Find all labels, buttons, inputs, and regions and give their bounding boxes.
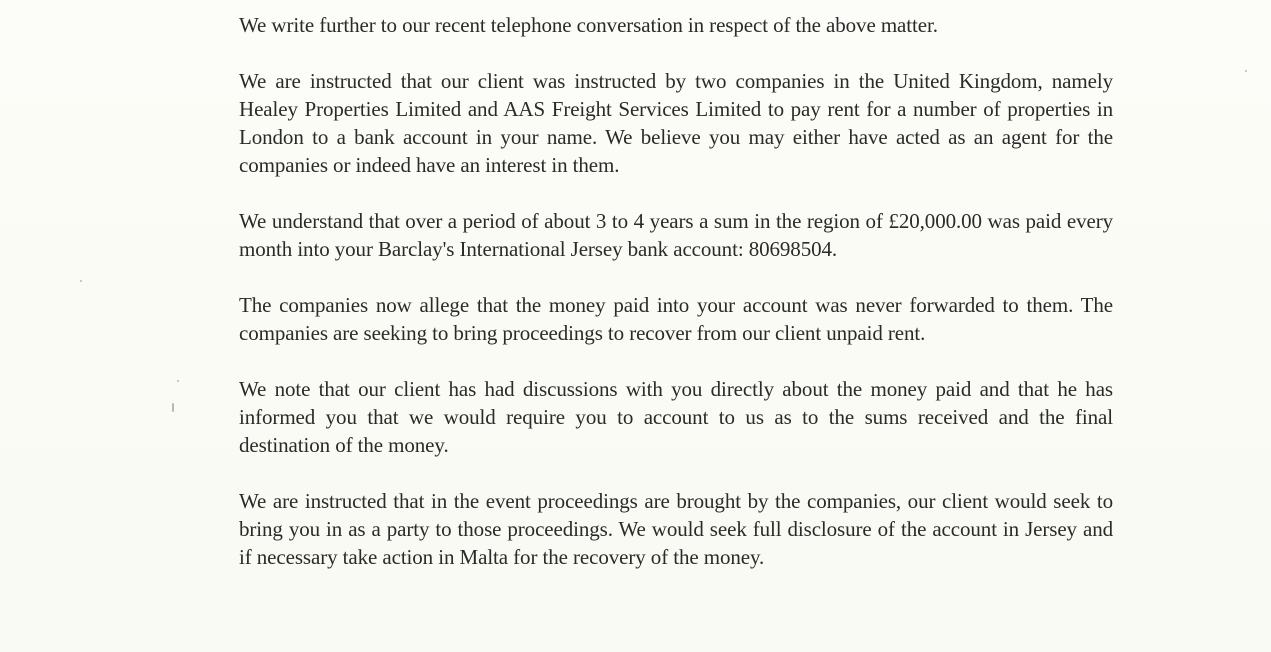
scan-artifact	[1245, 70, 1247, 72]
paragraph-discussions: We note that our client has had discussions with you directly about the money paid and that he has informed you that we would require you to account to us as to the sums received and the final destination of the money.	[239, 377, 1113, 457]
paragraph-telephone-conversation: We write further to our recent telephone conversation in respect of the above matter.	[239, 13, 938, 37]
scan-artifact	[177, 380, 179, 382]
paragraph-payment-details: We understand that over a period of about 3 to 4 years a sum in the region of £20,000.00 was paid every month into your Barclay's International Jersey bank account: 80698504.	[239, 209, 1113, 261]
scan-artifact	[80, 280, 82, 282]
paragraph-instructions-companies: We are instructed that our client was instructed by two companies in the United Kingdom, namely Healey Properties Limited and AAS Freight Services Limited to pay rent for a number of properties in London to a bank account in your name. We believe you may either have acted as an agent for the companies or indeed have an interest in them.	[239, 69, 1113, 177]
scan-artifact	[172, 403, 174, 412]
letter-body	[239, 11, 1113, 571]
paragraph-allegation: The companies now allege that the money paid into your account was never forwarded to them. The companies are seeking to bring proceedings to recover from our client unpaid rent.	[239, 293, 1113, 345]
paragraph-proceedings: We are instructed that in the event proceedings are brought by the companies, our client would seek to bring you in as a party to those proceedings. We would seek full disclosure of the account in Jersey and if necessary take action in Malta for the recovery of the money.	[239, 489, 1113, 569]
